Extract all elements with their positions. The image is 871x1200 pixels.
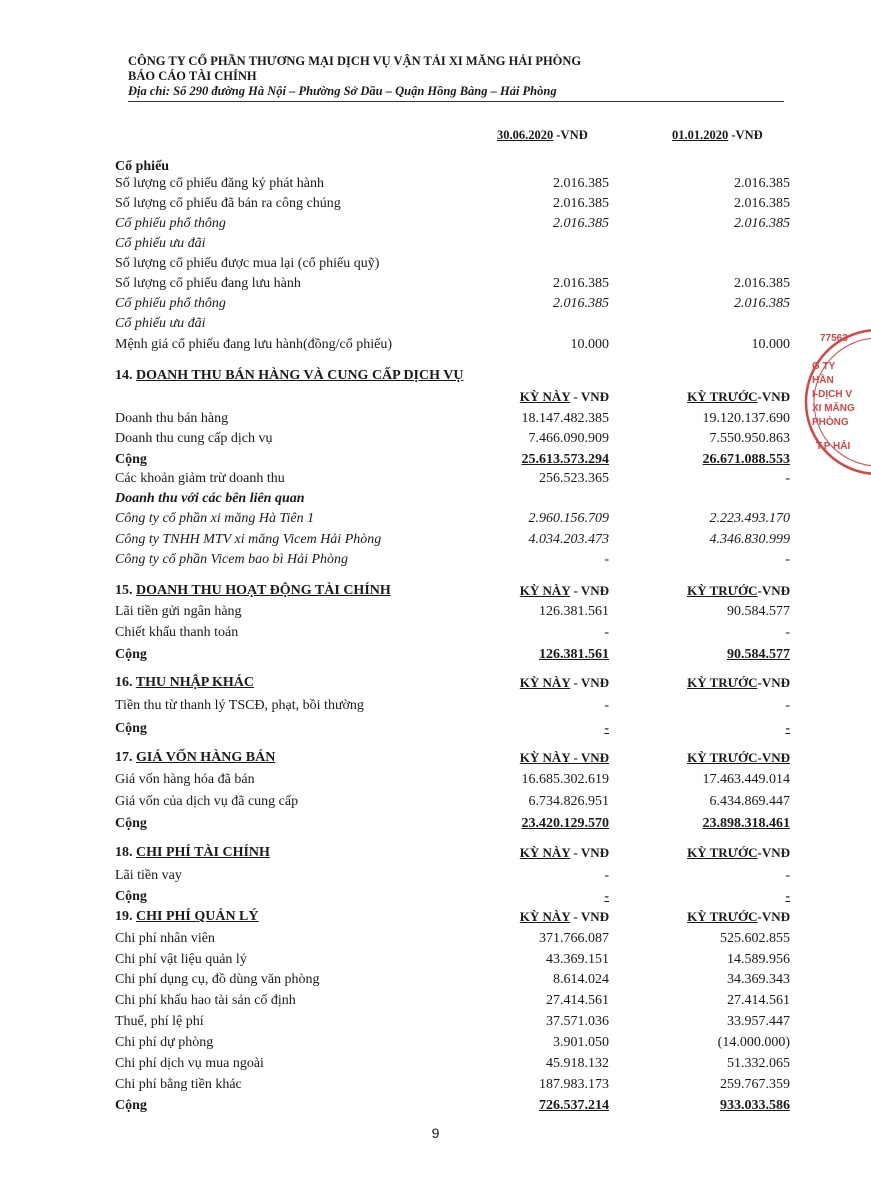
section-title <box>115 581 391 601</box>
total-value-previous <box>727 645 790 665</box>
row-value-current: - <box>604 698 609 713</box>
row-label: Công ty cổ phần xi măng Hà Tiên 1 <box>115 511 315 526</box>
row-label: Tiền thu từ thanh lý TSCĐ, phạt, bồi thường <box>115 698 364 713</box>
row-value-current: 16.685.302.619 <box>521 772 609 787</box>
period-current-unit: - VNĐ <box>570 909 609 924</box>
total-value-current <box>539 1096 609 1116</box>
table-row <box>115 274 795 294</box>
total-value-previous <box>703 814 791 834</box>
related-parties-title: Doanh thu với các bên liên quan <box>115 491 305 506</box>
row-value-previous: 34.369.343 <box>727 972 790 987</box>
section-number: 17. <box>115 750 136 765</box>
total-label: Cộng <box>115 816 147 831</box>
total-value-current <box>604 719 609 739</box>
period-previous-unit: -VNĐ <box>757 909 790 924</box>
row-value-current: - <box>604 868 609 883</box>
row-value-previous: (14.000.000) <box>717 1035 790 1050</box>
section-title-text: DOANH THU HOẠT ĐỘNG TÀI CHÍNH <box>136 583 391 598</box>
section-number: 15. <box>115 583 136 598</box>
seal-text: PHÒNG <box>812 417 849 428</box>
row-value-previous: 525.602.855 <box>720 931 790 946</box>
seal-text: XI MĂNG <box>812 403 855 414</box>
table-row <box>115 174 795 194</box>
column-unit-previous: -VNĐ <box>728 128 763 142</box>
period-current-unit: - VNĐ <box>570 583 609 598</box>
seal-text: I-DỊCH V <box>812 389 852 400</box>
period-current-head <box>520 673 609 693</box>
table-row <box>115 623 795 643</box>
page-number: 9 <box>431 1125 440 1141</box>
row-value-previous: 6.434.869.447 <box>709 794 790 809</box>
period-previous-label: KỲ TRƯỚC <box>687 909 758 924</box>
period-previous-head <box>687 748 790 768</box>
total-current-number: 726.537.214 <box>539 1098 609 1113</box>
row-value-previous: 2.016.385 <box>734 176 790 191</box>
section-title <box>115 843 270 863</box>
row-value-current: 371.766.087 <box>539 931 609 946</box>
section-title-text: THU NHẬP KHÁC <box>135 675 254 690</box>
row-value-previous: 10.000 <box>751 337 790 352</box>
total-row <box>115 719 795 739</box>
row-value-current: 2.016.385 <box>553 196 609 211</box>
section-heading-15 <box>115 581 795 601</box>
total-value-current <box>604 887 609 907</box>
row-label: Số lượng cổ phiếu đã bán ra công chúng <box>115 196 341 211</box>
row-label: Số lượng cổ phiếu đang lưu hành <box>115 276 301 291</box>
row-label: Các khoản giảm trừ doanh thu <box>115 471 285 486</box>
section-heading-14 <box>115 366 795 386</box>
row-label: Chi phí khấu hao tài sản cố định <box>115 993 296 1008</box>
related-parties-title-row <box>115 489 795 509</box>
period-current-label: KỲ NÀY - VNĐ <box>519 750 609 765</box>
table-row <box>115 530 795 550</box>
column-date-current: 30.06.2020 <box>497 128 554 142</box>
row-value-current: 2.016.385 <box>553 176 609 191</box>
total-value-current <box>522 450 610 470</box>
row-value-previous: 90.584.577 <box>727 604 790 619</box>
total-previous-number: 26.671.088.553 <box>702 452 790 467</box>
row-label: Cổ phiếu phổ thông <box>115 296 226 311</box>
section-number: 14. <box>115 368 136 383</box>
table-row <box>115 991 795 1011</box>
row-value-current: - <box>604 625 609 640</box>
period-previous-label: KỲ TRƯỚC-VNĐ <box>687 750 790 765</box>
company-seal <box>800 322 871 482</box>
row-value-current: 10.000 <box>570 337 609 352</box>
row-value-previous: - <box>785 625 790 640</box>
table-row <box>115 409 795 429</box>
column-date-previous: 01.01.2020 <box>672 128 729 142</box>
row-value-previous: - <box>785 471 790 486</box>
period-previous-label: KỲ TRƯỚC <box>687 675 758 690</box>
section-heading-16 <box>115 673 795 693</box>
row-label: Giá vốn của dịch vụ đã cung cấp <box>115 794 299 809</box>
row-value-previous: 33.957.447 <box>727 1014 790 1029</box>
row-value-current: 3.901.050 <box>553 1035 609 1050</box>
total-previous-number: - <box>785 889 790 904</box>
row-value-previous: 2.016.385 <box>734 276 790 291</box>
row-label: Chiết khấu thanh toán <box>115 625 239 640</box>
period-previous-head <box>687 387 790 407</box>
row-label: Công ty cổ phần Vicem bao bì Hải Phòng <box>115 552 349 567</box>
row-value-previous: 2.223.493.170 <box>709 511 790 526</box>
total-row <box>115 887 795 907</box>
section-title <box>115 673 254 693</box>
row-value-current: 18.147.482.385 <box>521 411 609 426</box>
period-previous-head <box>687 581 790 601</box>
seal-text: HẦN <box>812 375 834 386</box>
row-label: Chi phí vật liệu quản lý <box>115 952 247 967</box>
document-header <box>128 54 784 102</box>
row-label: Chi phí dịch vụ mua ngoài <box>115 1056 264 1071</box>
row-label: Chi phí bằng tiền khác <box>115 1077 242 1092</box>
table-row <box>115 214 795 234</box>
period-header-row <box>115 387 795 407</box>
seal-text: T.P HẢI <box>816 441 851 452</box>
row-value-previous: 4.346.830.999 <box>709 532 790 547</box>
row-label: Lãi tiền vay <box>115 868 182 883</box>
total-row <box>115 645 795 665</box>
row-value-previous: 51.332.065 <box>727 1056 790 1071</box>
row-label: Cổ phiếu ưu đãi <box>115 316 206 331</box>
section-title-text: GIÁ VỐN HÀNG BÁN <box>136 750 276 765</box>
row-value-previous: 19.120.137.690 <box>702 411 790 426</box>
row-value-current: 2.016.385 <box>553 296 609 311</box>
period-current-label: KỲ NÀY <box>519 583 571 598</box>
row-value-current: 2.016.385 <box>553 276 609 291</box>
section-title-text: DOANH THU BÁN HÀNG VÀ CUNG CẤP DỊCH VỤ <box>136 368 464 383</box>
period-current-head <box>520 581 609 601</box>
row-value-current: - <box>604 552 609 567</box>
table-row <box>115 1012 795 1032</box>
row-value-previous: - <box>785 552 790 567</box>
period-current-head <box>520 748 609 768</box>
row-value-current: 187.983.173 <box>539 1077 609 1092</box>
row-value-current: 256.523.365 <box>539 471 609 486</box>
row-value-current: 2.016.385 <box>553 216 609 231</box>
row-value-previous: 2.016.385 <box>734 196 790 211</box>
table-row <box>115 866 795 886</box>
table-row <box>115 254 795 274</box>
table-row <box>115 294 795 314</box>
section-heading-19 <box>115 907 795 927</box>
period-previous-head <box>687 843 790 863</box>
row-value-previous: 2.016.385 <box>734 296 790 311</box>
total-previous-number: 23.898.318.461 <box>702 816 790 831</box>
total-previous-number: 90.584.577 <box>727 647 790 662</box>
row-value-current: 27.414.561 <box>546 993 609 1008</box>
total-label: Cộng <box>115 452 147 467</box>
total-value-previous <box>703 450 791 470</box>
total-row <box>115 450 795 470</box>
total-label: Cộng <box>115 889 147 904</box>
table-row <box>115 1075 795 1095</box>
row-value-previous: 17.463.449.014 <box>702 772 790 787</box>
section-title <box>115 748 275 768</box>
period-current-label: KỲ NÀY <box>519 675 571 690</box>
table-row <box>115 469 795 489</box>
period-current-unit: - VNĐ <box>570 389 609 404</box>
row-label: Doanh thu cung cấp dịch vụ <box>115 431 273 446</box>
shares-title: Cổ phiếu <box>115 159 170 174</box>
period-current-unit: - VNĐ <box>570 845 609 860</box>
company-address: Địa chỉ: Số 290 đường Hà Nội – Phường Sở Dầu – Quận Hồng Bàng – Hải Phòng <box>128 84 784 102</box>
total-current-number: 126.381.561 <box>539 647 609 662</box>
table-row <box>115 770 795 790</box>
row-value-previous: 259.767.359 <box>720 1077 790 1092</box>
table-row <box>115 234 795 254</box>
row-label: Giá vốn hàng hóa đã bán <box>115 772 255 787</box>
period-previous-unit: -VNĐ <box>757 675 790 690</box>
section-title <box>115 907 259 927</box>
row-value-current: 43.369.151 <box>546 952 609 967</box>
seal-text: 77563 <box>820 333 848 344</box>
row-value-previous: 27.414.561 <box>727 993 790 1008</box>
total-label: Cộng <box>115 721 147 736</box>
table-row <box>115 970 795 990</box>
row-label: Chi phí dụng cụ, đồ dùng văn phòng <box>115 972 320 987</box>
period-previous-label: KỲ TRƯỚC <box>687 389 758 404</box>
row-value-current: 37.571.036 <box>546 1014 609 1029</box>
table-row <box>115 929 795 949</box>
row-value-current: 126.381.561 <box>539 604 609 619</box>
table-row <box>115 429 795 449</box>
total-label: Cộng <box>115 1098 147 1113</box>
row-label: Chi phí dự phòng <box>115 1035 214 1050</box>
table-row <box>115 194 795 214</box>
total-current-number: 23.420.129.570 <box>521 816 609 831</box>
period-previous-label: KỲ TRƯỚC <box>687 583 758 598</box>
row-label: Số lượng cổ phiếu được mua lại (cổ phiếu quỹ) <box>115 256 380 271</box>
row-value-previous: 7.550.950.863 <box>709 431 790 446</box>
row-value-current: 2.960.156.709 <box>528 511 609 526</box>
table-row <box>115 335 795 355</box>
column-header-current <box>497 128 588 143</box>
total-row <box>115 1096 795 1116</box>
report-title: BÁO CÁO TÀI CHÍNH <box>128 69 257 83</box>
total-previous-number: 933.033.586 <box>720 1098 790 1113</box>
row-label: Số lượng cổ phiếu đăng ký phát hành <box>115 176 325 191</box>
row-label: Thuế, phí lệ phí <box>115 1014 204 1029</box>
period-previous-label: KỲ TRƯỚC <box>687 845 758 860</box>
table-row <box>115 509 795 529</box>
section-heading-18 <box>115 843 795 863</box>
period-previous-unit: -VNĐ <box>757 389 790 404</box>
row-label: Cổ phiếu phổ thông <box>115 216 226 231</box>
total-current-number: - <box>604 721 609 736</box>
period-current-unit: - VNĐ <box>570 675 609 690</box>
section-heading-17 <box>115 748 795 768</box>
row-value-current: 8.614.024 <box>553 972 609 987</box>
row-value-previous: - <box>785 868 790 883</box>
table-row <box>115 792 795 812</box>
table-row <box>115 314 795 334</box>
total-value-previous <box>785 719 790 739</box>
section-number: 16. <box>115 675 136 690</box>
total-value-current <box>522 814 610 834</box>
table-row <box>115 550 795 570</box>
table-row <box>115 1033 795 1053</box>
row-label: Công ty TNHH MTV xi măng Vicem Hải Phòng <box>115 532 382 547</box>
period-previous-head <box>687 673 790 693</box>
table-row <box>115 1054 795 1074</box>
total-current-number: 25.613.573.294 <box>521 452 609 467</box>
row-label: Lãi tiền gửi ngân hàng <box>115 604 242 619</box>
row-value-current: 4.034.203.473 <box>528 532 609 547</box>
table-row <box>115 696 795 716</box>
section-number: 18. <box>115 845 136 860</box>
total-current-number: - <box>604 889 609 904</box>
period-previous-unit: -VNĐ <box>757 845 790 860</box>
section-number: 19. <box>115 909 136 924</box>
total-row <box>115 814 795 834</box>
period-current-label: KỲ NÀY <box>519 389 571 404</box>
row-value-current: 7.466.090.909 <box>528 431 609 446</box>
period-current-label: KỲ NÀY <box>519 845 571 860</box>
row-value-current: 6.734.826.951 <box>528 794 609 809</box>
table-row <box>115 602 795 622</box>
total-value-current <box>539 645 609 665</box>
period-previous-head <box>687 907 790 927</box>
row-label: Cổ phiếu ưu đãi <box>115 236 206 251</box>
row-value-current: 45.918.132 <box>546 1056 609 1071</box>
section-title <box>115 366 463 386</box>
row-label: Doanh thu bán hàng <box>115 411 229 426</box>
seal-text: G TY <box>812 361 836 372</box>
period-previous-unit: -VNĐ <box>757 583 790 598</box>
row-label: Mệnh giá cổ phiếu đang lưu hành(đồng/cổ phiếu) <box>115 337 393 352</box>
section-title-text: CHI PHÍ QUẢN LÝ <box>136 909 259 924</box>
total-value-previous <box>785 887 790 907</box>
company-name: CÔNG TY CỔ PHẦN THƯƠNG MẠI DỊCH VỤ VẬN TẢI XI MĂNG HẢI PHÒNG <box>128 54 582 68</box>
period-current-label: KỲ NÀY <box>519 909 571 924</box>
row-value-previous: 14.589.956 <box>727 952 790 967</box>
table-row <box>115 950 795 970</box>
column-unit-current: -VNĐ <box>553 128 588 142</box>
section-title-text: CHI PHÍ TÀI CHÍNH <box>136 845 270 860</box>
row-value-previous: 2.016.385 <box>734 216 790 231</box>
period-current-head <box>520 907 609 927</box>
period-current-head <box>520 843 609 863</box>
period-current-head <box>520 387 609 407</box>
total-previous-number: - <box>785 721 790 736</box>
row-label: Chi phí nhân viên <box>115 931 215 946</box>
total-value-previous <box>720 1096 790 1116</box>
column-header-previous <box>672 128 763 143</box>
total-label: Cộng <box>115 647 147 662</box>
row-value-previous: - <box>785 698 790 713</box>
